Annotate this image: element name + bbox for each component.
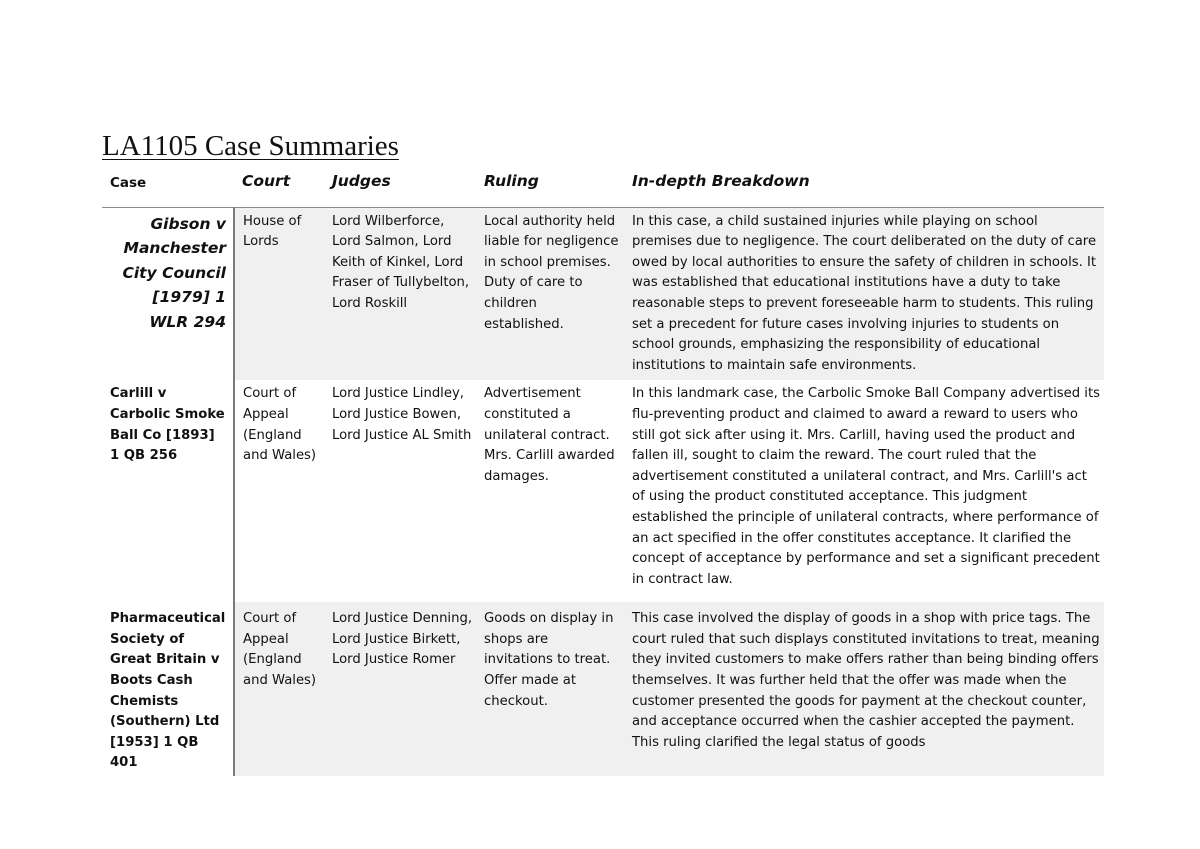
- page-title: LA1105 Case Summaries: [102, 130, 399, 162]
- column-header-breakdown: In-depth Breakdown: [624, 168, 1104, 207]
- case-summaries-table: [102, 168, 1104, 776]
- case-name-cell: Pharmaceutical Society of Great Britain v Boots Cash Chemists (Southern) Ltd [1953] 1 QB 401: [102, 602, 234, 776]
- breakdown-cell: This case involved the display of goods in a shop with price tags. The court ruled that such displays constituted invitations to treat, meaning they invited customers to make offers rather than being binding offers themselves. It was further held that the offer was made when the customer presented the goods for payment at the checkout counter, and acceptance occurred when the cashier accepted the payment. This ruling clarified the legal status of goods: [624, 602, 1104, 776]
- court-cell: House of Lords: [234, 207, 324, 380]
- ruling-cell: Local authority held liable for negligence in school premises. Duty of care to children established.: [476, 207, 624, 380]
- column-header-court: Court: [234, 168, 324, 207]
- breakdown-cell: In this landmark case, the Carbolic Smoke Ball Company advertised its flu-preventing product and claimed to award a reward to users who still got sick after using it. Mrs. Carlill, having used the product and fallen ill, sought to claim the reward. The court ruled that the advertisement constituted a unilateral contract, and Mrs. Carlill's act of using the product constituted acceptance. This judgment established the principle of unilateral contracts, where performance of an act specified in the offer constitutes acceptance. It clarified the concept of acceptance by performance and set a significant precedent in contract law.: [632, 386, 1101, 587]
- column-header-ruling: Ruling: [476, 168, 624, 207]
- case-name-cell: Carlill v Carbolic Smoke Ball Co [1893] 1 QB 256: [102, 380, 234, 602]
- ruling-cell: Advertisement constituted a unilateral contract. Mrs. Carlill awarded damages.: [484, 386, 615, 484]
- breakdown-cell: In this case, a child sustained injuries while playing on school premises due to negligence. The court deliberated on the duty of care owed by local authorities to ensure the safety of children in schools. It was established that educational institutions have a duty to take reasonable steps to prevent foreseeable harm to students. This ruling set a precedent for future cases involving injuries to students on school grounds, emphasizing the responsibility of educational institutions to maintain safe environments.: [624, 207, 1104, 380]
- judges-cell: Lord Justice Denning, Lord Justice Birkett, Lord Justice Romer: [324, 602, 476, 776]
- judges-cell: Lord Wilberforce, Lord Salmon, Lord Keith of Kinkel, Lord Fraser of Tullybelton, Lord Roskill: [324, 207, 476, 380]
- court-cell: Court of Appeal (England and Wales): [243, 386, 317, 464]
- column-header-case: Case: [102, 168, 234, 207]
- case-name-cell: Gibson v Manchester City Council [1979] 1 WLR 294: [102, 207, 234, 380]
- ruling-cell: Goods on display in shops are invitations to treat. Offer made at checkout.: [476, 602, 624, 776]
- judges-cell: Lord Justice Lindley, Lord Justice Bowen, Lord Justice AL Smith: [332, 386, 472, 443]
- table-row: [102, 380, 1104, 602]
- court-cell: Court of Appeal (England and Wales): [234, 602, 324, 776]
- column-header-judges: Judges: [324, 168, 476, 207]
- table-header-row: [102, 168, 1104, 207]
- table-row: [102, 602, 1104, 776]
- table-row: [102, 207, 1104, 380]
